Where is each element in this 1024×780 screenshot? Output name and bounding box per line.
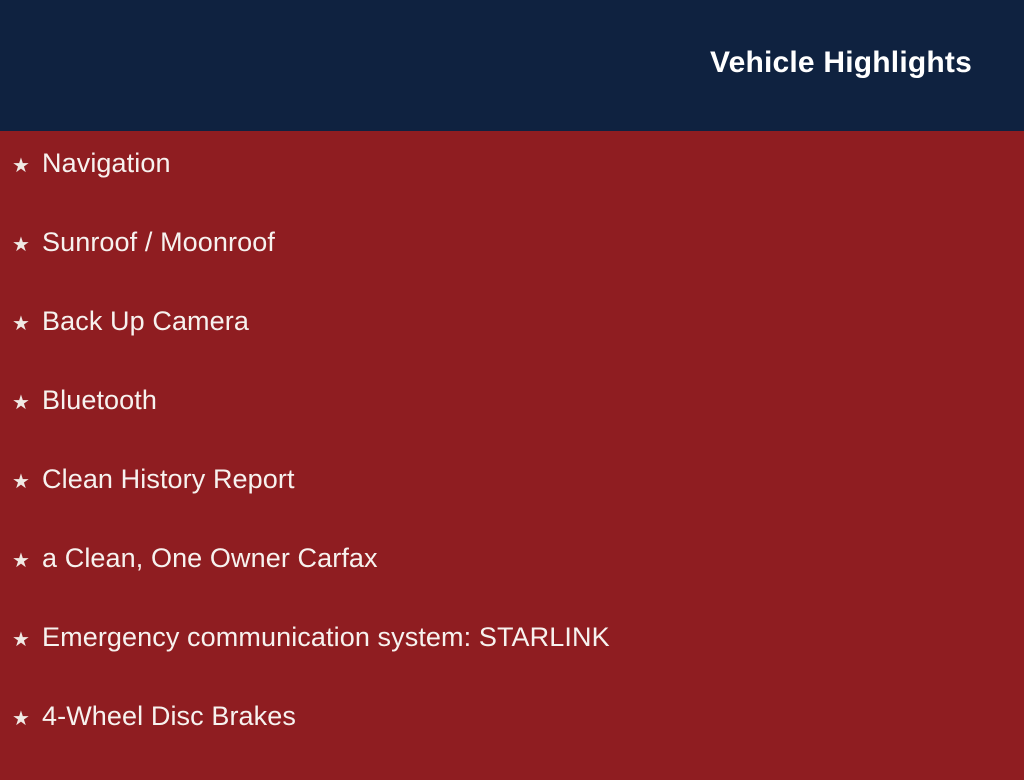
slide-body <box>0 131 1024 780</box>
star-icon: ★ <box>12 550 30 572</box>
list-item-label: 4-Wheel Disc Brakes <box>42 701 296 731</box>
list-item <box>0 622 1024 701</box>
list-item-label: Navigation <box>42 148 171 178</box>
list-item-label: Back Up Camera <box>42 306 249 336</box>
list-item-label: Sunroof / Moonroof <box>42 227 275 257</box>
star-icon: ★ <box>12 471 30 493</box>
list-item <box>0 306 1024 385</box>
highlights-list <box>0 148 1024 780</box>
list-item <box>0 148 1024 227</box>
star-icon: ★ <box>12 629 30 651</box>
list-item <box>0 227 1024 306</box>
list-item <box>0 701 1024 780</box>
list-item-label: Clean History Report <box>42 464 295 494</box>
slide-header <box>0 0 1024 131</box>
star-icon: ★ <box>12 313 30 335</box>
star-icon: ★ <box>12 234 30 256</box>
page-title: Vehicle Highlights <box>710 46 972 79</box>
list-item <box>0 543 1024 622</box>
star-icon: ★ <box>12 708 30 730</box>
list-item-label: a Clean, One Owner Carfax <box>42 543 378 573</box>
list-item <box>0 464 1024 543</box>
list-item-label: Bluetooth <box>42 385 157 415</box>
star-icon: ★ <box>12 155 30 177</box>
star-icon: ★ <box>12 392 30 414</box>
list-item <box>0 385 1024 464</box>
list-item-label: Emergency communication system: STARLINK <box>42 622 610 652</box>
